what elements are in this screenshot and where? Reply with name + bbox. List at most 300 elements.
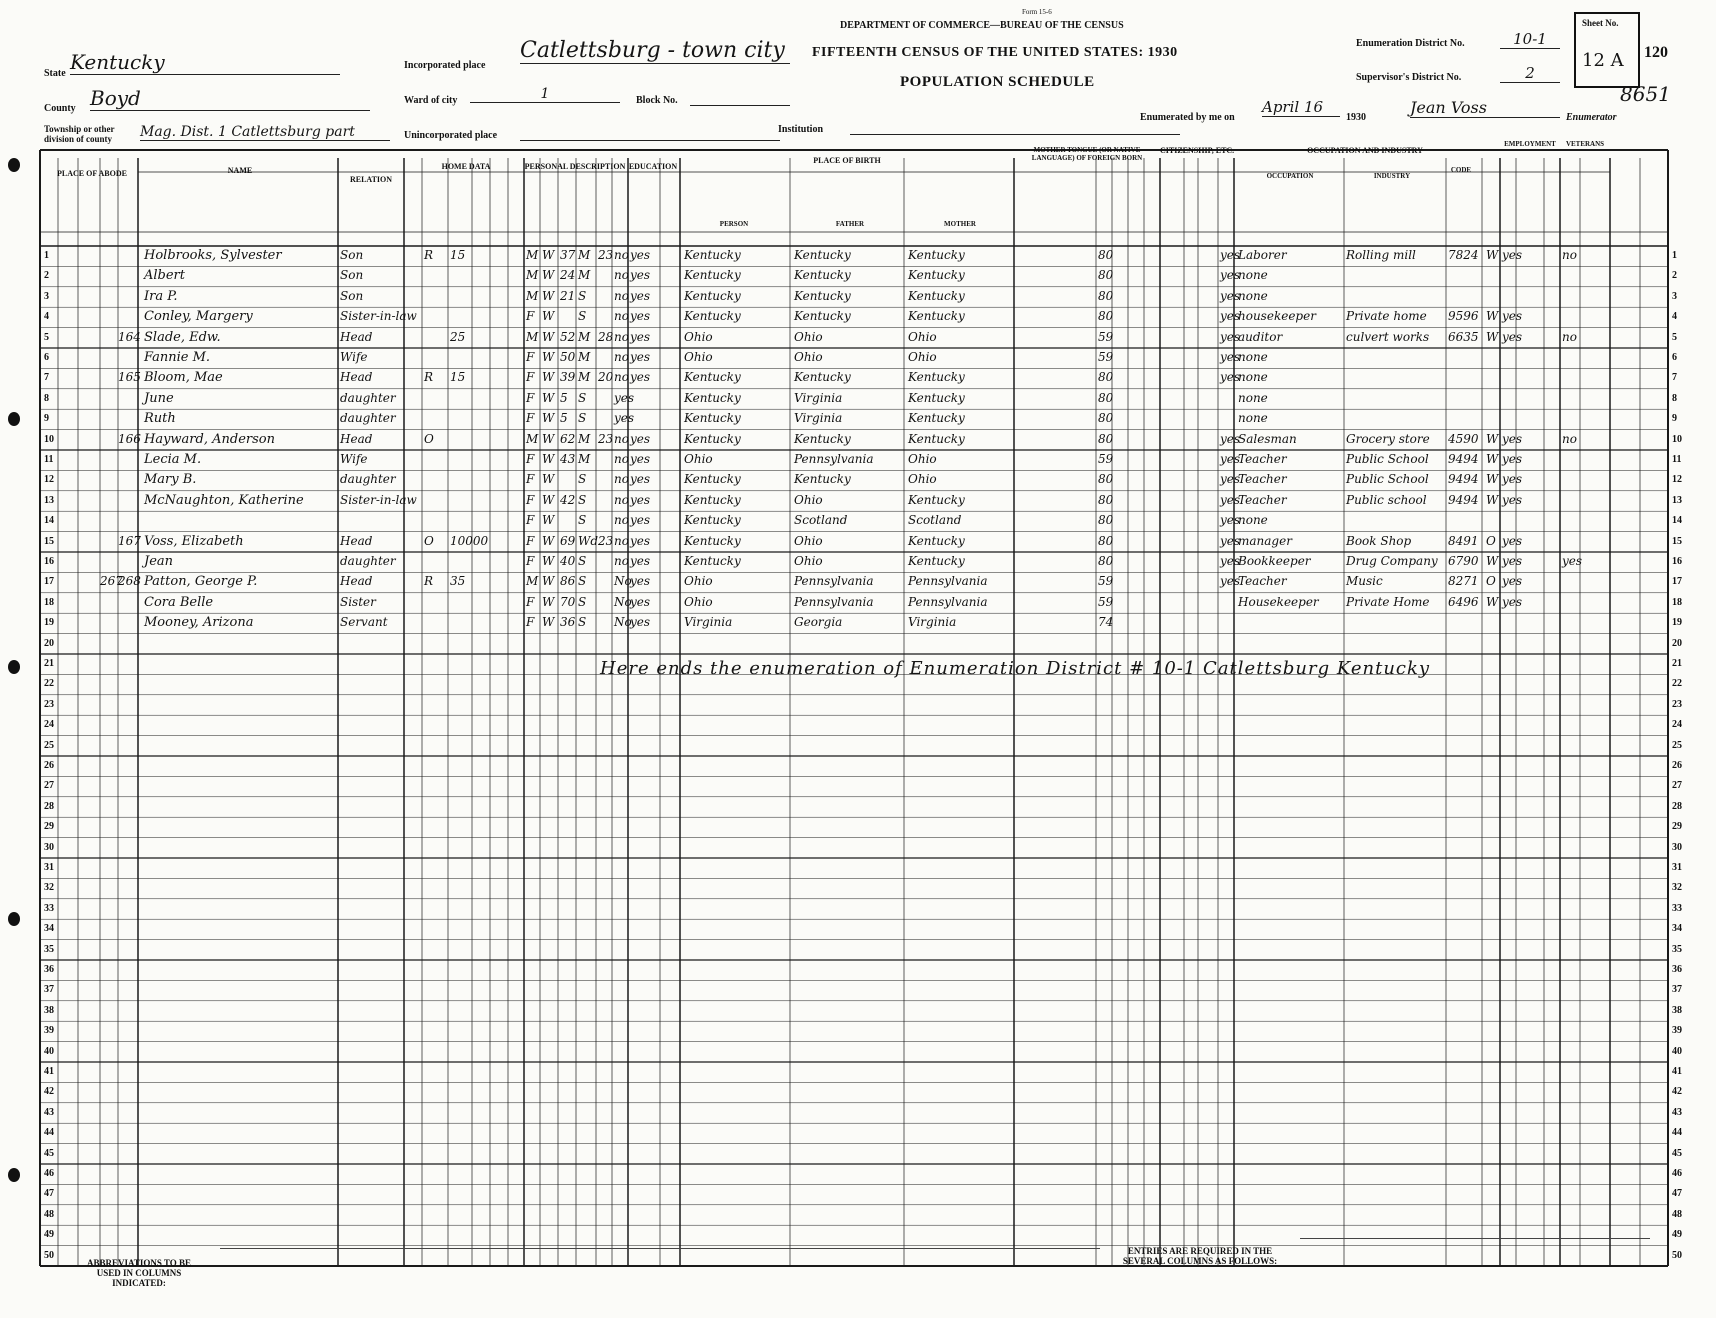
binder-hole — [8, 660, 20, 674]
cell-name: Cora Belle — [144, 594, 214, 610]
cell-read: yes — [630, 350, 651, 364]
cell-relation: daughter — [340, 411, 396, 426]
cell-sex: F — [526, 472, 535, 487]
cell-value: 25 — [450, 329, 466, 344]
cell-name: Slade, Edw. — [144, 329, 221, 345]
line-number-left: 49 — [44, 1229, 54, 1241]
line-number-right: 36 — [1672, 964, 1682, 975]
line-number-right: 19 — [1672, 617, 1682, 629]
cell-name: Albert — [144, 268, 185, 284]
cell-name: Lecia M. — [144, 452, 202, 467]
cell-work: yes — [1502, 574, 1523, 589]
enumerated-label: Enumerated by me on — [1140, 112, 1235, 123]
cell-bp-father: Kentucky — [794, 248, 851, 262]
header-education: EDUCATION — [628, 162, 678, 171]
supervisor-value: 2 — [1500, 64, 1560, 83]
cell-occupation: Bookkeeper — [1238, 554, 1311, 568]
cell-race: W — [542, 615, 555, 630]
cell-occupation: Teacher — [1238, 574, 1287, 589]
cell-marital: S — [578, 574, 587, 589]
cell-code: 74 — [1098, 615, 1114, 630]
cell-name: Bloom, Mae — [144, 370, 223, 386]
header-employment: EMPLOYMENT — [1504, 140, 1556, 148]
cell-sex: F — [526, 615, 535, 630]
header-mother-tongue: MOTHER TONGUE (OR NATIVE LANGUAGE) OF FOREIGN BORN — [1031, 146, 1143, 162]
cell-class: W — [1486, 554, 1499, 568]
cell-bp-father: Ohio — [794, 329, 823, 344]
cell-marital: Wd — [578, 533, 599, 548]
header-father: FATHER — [835, 220, 865, 228]
cell-class: W — [1486, 431, 1499, 446]
cell-marital: S — [578, 288, 587, 303]
cell-age: 39 — [560, 370, 576, 385]
line-number-left: 14 — [44, 515, 54, 527]
cell-bp-father: Kentucky — [794, 268, 851, 283]
cell-occupation: Teacher — [1238, 452, 1287, 466]
schedule-title: FIFTEENTH CENSUS OF THE UNITED STATES: 1930 — [812, 45, 1178, 60]
department-line: DEPARTMENT OF COMMERCE—BUREAU OF THE CENSUS — [840, 20, 1124, 31]
header-place-of-abode: PLACE OF ABODE — [57, 169, 127, 178]
line-number-left: 22 — [44, 678, 54, 690]
binder-hole — [8, 412, 20, 426]
line-number-right: 39 — [1672, 1025, 1682, 1037]
line-number-left: 12 — [44, 474, 54, 486]
line-number-right: 18 — [1672, 596, 1682, 608]
cell-read: yes — [630, 554, 651, 568]
cell-age: 69 — [560, 533, 576, 548]
cell-read: yes — [630, 370, 651, 385]
cell-industry: Rolling mill — [1346, 248, 1416, 262]
line-number-left: 10 — [44, 433, 54, 445]
line-number-right: 29 — [1672, 821, 1682, 833]
line-number-right: 6 — [1672, 352, 1677, 363]
cell-industry: Grocery store — [1346, 431, 1430, 446]
line-number-left: 32 — [44, 882, 54, 894]
cell-school: No — [614, 574, 632, 589]
line-number-right: 8 — [1672, 392, 1677, 404]
cell-race: W — [542, 533, 555, 548]
line-number-left: 6 — [44, 352, 49, 363]
line-number-left: 39 — [44, 1025, 54, 1037]
cell-school: no — [614, 309, 629, 324]
line-number-right: 47 — [1672, 1188, 1682, 1200]
cell-bp-mother: Scotland — [908, 513, 962, 528]
cell-marital: M — [578, 248, 591, 262]
line-number-left: 1 — [44, 250, 49, 261]
cell-value: 15 — [450, 248, 466, 262]
cell-code: 80 — [1098, 411, 1114, 426]
cell-occupation: manager — [1238, 533, 1292, 548]
cell-class: O — [1486, 533, 1496, 548]
cell-code: 80 — [1098, 309, 1114, 324]
cell-occ-code: 4590 — [1448, 431, 1479, 446]
cell-race: W — [542, 554, 555, 568]
line-number-right: 48 — [1672, 1208, 1682, 1220]
line-number-left: 38 — [44, 1004, 54, 1016]
institution-label: Institution — [778, 124, 824, 135]
line-number-right: 5 — [1672, 331, 1677, 343]
cell-relation: Head — [340, 370, 373, 385]
cell-relation: Son — [340, 288, 364, 303]
line-number-right: 42 — [1672, 1086, 1682, 1098]
line-number-right: 21 — [1672, 658, 1682, 669]
line-number-left: 17 — [44, 576, 54, 588]
cell-bp-mother: Kentucky — [908, 431, 965, 446]
cell-bp-father: Kentucky — [794, 288, 851, 303]
township-value: Mag. Dist. 1 Catlettsburg part — [140, 124, 390, 141]
line-number-right: 20 — [1672, 637, 1682, 649]
cell-vet: yes — [1562, 554, 1583, 568]
cell-bp-mother: Ohio — [908, 329, 937, 344]
line-number-left: 27 — [44, 780, 54, 792]
line-number-left: 25 — [44, 739, 54, 751]
cell-bp-father: Pennsylvania — [794, 452, 874, 466]
cell-sex: F — [526, 594, 535, 609]
cell-sex: F — [526, 554, 535, 568]
county-value: Boyd — [90, 86, 370, 111]
cell-occupation: Salesman — [1238, 431, 1297, 446]
line-number-right: 16 — [1672, 556, 1682, 567]
cell-industry: Book Shop — [1346, 533, 1412, 548]
cell-marital: S — [578, 513, 587, 528]
cell-school: No — [614, 615, 632, 630]
cell-read: yes — [630, 492, 651, 507]
cell-industry: Public School — [1346, 452, 1429, 466]
block-label: Block No. — [636, 95, 678, 106]
line-number-left: 41 — [44, 1066, 54, 1077]
line-number-left: 44 — [44, 1127, 54, 1139]
line-number-right: 44 — [1672, 1127, 1682, 1139]
line-number-right: 24 — [1672, 719, 1682, 731]
cell-age: 37 — [560, 248, 576, 262]
line-number-right: 1 — [1672, 250, 1677, 261]
cell-relation: daughter — [340, 390, 396, 405]
cell-bp-person: Ohio — [684, 594, 713, 609]
cell-bp-mother: Kentucky — [908, 288, 965, 303]
cell-race: W — [542, 329, 555, 344]
cell-relation: Sister — [340, 594, 376, 609]
enumerator-name: Jean Voss — [1410, 98, 1560, 118]
cell-relation: daughter — [340, 472, 396, 487]
cell-work: yes — [1502, 452, 1523, 466]
cell-age: 24 — [560, 268, 576, 283]
cell-school: No — [614, 594, 632, 609]
cell-read: yes — [630, 452, 651, 466]
line-number-left: 34 — [44, 923, 54, 935]
cell-code: 59 — [1098, 329, 1114, 344]
cell-occupation: none — [1238, 513, 1268, 528]
line-number-right: 2 — [1672, 270, 1677, 282]
line-number-left: 2 — [44, 270, 49, 282]
line-number-right: 37 — [1672, 984, 1682, 996]
cell-age: 36 — [560, 615, 576, 630]
cell-english: yes — [1220, 248, 1241, 262]
line-number-right: 49 — [1672, 1229, 1682, 1241]
line-number-left: 50 — [44, 1249, 54, 1261]
cell-read: yes — [630, 513, 651, 528]
cell-age-marr: 23 — [598, 431, 614, 446]
cell-code: 80 — [1098, 248, 1114, 262]
cell-read: yes — [630, 309, 651, 324]
cell-name: Mooney, Arizona — [144, 615, 254, 631]
cell-occupation: none — [1238, 350, 1268, 364]
line-number-left: 16 — [44, 556, 54, 567]
cell-relation: Son — [340, 248, 364, 262]
cell-relation: Wife — [340, 350, 368, 364]
binder-hole — [8, 912, 20, 926]
cell-age: 5 — [560, 411, 568, 426]
line-number-right: 35 — [1672, 943, 1682, 955]
header-place-of-birth: PLACE OF BIRTH — [813, 156, 881, 165]
cell-bp-person: Kentucky — [684, 492, 741, 507]
cell-race: W — [542, 350, 555, 364]
line-number-left: 24 — [44, 719, 54, 731]
cell-school: no — [614, 350, 629, 364]
cell-school: no — [614, 554, 629, 568]
cell-english: yes — [1220, 472, 1241, 487]
cell-code: 59 — [1098, 350, 1114, 364]
cell-occ-code: 9494 — [1448, 452, 1479, 466]
cell-read: yes — [630, 574, 651, 589]
line-number-left: 45 — [44, 1147, 54, 1159]
binder-hole — [8, 1168, 20, 1182]
line-number-right: 4 — [1672, 311, 1677, 323]
cell-name: Holbrooks, Sylvester — [144, 248, 282, 263]
cell-code: 59 — [1098, 574, 1114, 589]
cell-code: 80 — [1098, 288, 1114, 303]
cell-code: 80 — [1098, 268, 1114, 283]
cell-bp-mother: Kentucky — [908, 248, 965, 262]
ward-value: 1 — [470, 86, 620, 103]
cell-english: yes — [1220, 350, 1241, 364]
cell-race: W — [542, 268, 555, 283]
cell-age-marr: 20 — [598, 370, 614, 385]
cell-work: yes — [1502, 248, 1523, 262]
cell-name: Mary B. — [144, 472, 197, 488]
cell-marital: M — [578, 268, 591, 283]
cell-sex: M — [526, 329, 539, 344]
cell-occ-code: 6790 — [1448, 554, 1479, 568]
enum-district-label: Enumeration District No. — [1356, 38, 1465, 49]
line-number-left: 46 — [44, 1168, 54, 1179]
line-number-left: 37 — [44, 984, 54, 996]
cell-family: 268 — [118, 574, 141, 589]
cell-occ-code: 7824 — [1448, 248, 1479, 262]
cell-school: no — [614, 268, 629, 283]
cell-bp-person: Ohio — [684, 574, 713, 589]
cell-school: no — [614, 370, 629, 385]
township-label: Township or other division of county — [44, 124, 115, 144]
cell-bp-father: Ohio — [794, 492, 823, 507]
line-number-left: 23 — [44, 698, 54, 710]
cell-school: yes — [614, 411, 635, 426]
cell-marital: S — [578, 594, 587, 609]
line-number-left: 7 — [44, 372, 49, 384]
header-occupation-industry: OCCUPATION AND INDUSTRY — [1307, 146, 1423, 155]
cell-sex: F — [526, 390, 535, 405]
cell-age: 5 — [560, 390, 568, 405]
line-number-right: 22 — [1672, 678, 1682, 690]
cell-bp-father: Pennsylvania — [794, 594, 874, 609]
cell-sex: M — [526, 431, 539, 446]
cell-name: McNaughton, Katherine — [144, 492, 304, 508]
cell-age: 52 — [560, 329, 576, 344]
cell-marital: M — [578, 452, 591, 466]
cell-vet: no — [1562, 431, 1577, 446]
cell-industry: Private home — [1346, 309, 1427, 324]
header-citizenship: CITIZENSHIP, ETC. — [1160, 146, 1235, 155]
cell-own: O — [424, 431, 434, 446]
cell-race: W — [542, 574, 555, 589]
line-number-left: 20 — [44, 637, 54, 649]
cell-school: no — [614, 452, 629, 466]
cell-occupation: Laborer — [1238, 248, 1287, 262]
cell-marital: S — [578, 554, 587, 568]
line-number-right: 26 — [1672, 760, 1682, 771]
cell-sex: F — [526, 452, 535, 466]
line-number-left: 29 — [44, 821, 54, 833]
cell-school: no — [614, 513, 629, 528]
cell-marital: M — [578, 370, 591, 385]
cell-occupation: none — [1238, 268, 1268, 283]
cell-occ-code: 6635 — [1448, 329, 1479, 344]
cell-bp-person: Kentucky — [684, 431, 741, 446]
cell-code: 59 — [1098, 594, 1114, 609]
cell-name: June — [144, 390, 174, 406]
cell-read: yes — [630, 268, 651, 283]
cell-sex: M — [526, 288, 539, 303]
cell-class: W — [1486, 329, 1499, 344]
header-personal-description: PERSONAL DESCRIPTION — [524, 162, 626, 171]
cell-occupation: Teacher — [1238, 492, 1287, 507]
cell-value: 15 — [450, 370, 466, 385]
enumerator-label: Enumerator — [1566, 112, 1617, 123]
cell-english: yes — [1220, 574, 1241, 589]
cell-bp-father: Kentucky — [794, 370, 851, 385]
footer-instructions-right — [1300, 1238, 1650, 1293]
cell-code: 80 — [1098, 370, 1114, 385]
line-number-right: 46 — [1672, 1168, 1682, 1179]
cell-read: yes — [630, 248, 651, 262]
line-number-left: 15 — [44, 535, 54, 547]
line-number-left: 30 — [44, 841, 54, 853]
cell-bp-father: Ohio — [794, 350, 823, 364]
cell-read: yes — [630, 431, 651, 446]
line-number-right: 43 — [1672, 1106, 1682, 1118]
cell-occupation: Teacher — [1238, 472, 1287, 487]
cell-dwelling: 267 — [100, 574, 123, 589]
enumerated-date: April 16 — [1262, 98, 1340, 117]
cell-english: yes — [1220, 452, 1241, 466]
cell-relation: Sister-in-law — [340, 492, 417, 507]
header-home-data: HOME DATA — [441, 162, 491, 171]
enum-district-value: 10-1 — [1500, 30, 1560, 49]
cell-name: Hayward, Anderson — [144, 431, 275, 447]
cell-english: yes — [1220, 513, 1241, 528]
line-number-right: 33 — [1672, 902, 1682, 914]
cell-occupation: none — [1238, 390, 1268, 405]
cell-class: W — [1486, 309, 1499, 324]
cell-sex: F — [526, 533, 535, 548]
cell-read: yes — [630, 472, 651, 487]
cell-bp-mother: Pennsylvania — [908, 574, 988, 589]
cell-own: R — [424, 370, 434, 385]
cell-marital: S — [578, 390, 587, 405]
header-occupation: OCCUPATION — [1266, 172, 1314, 180]
cell-name: Ruth — [144, 411, 176, 427]
cell-school: no — [614, 248, 629, 262]
cell-sex: F — [526, 309, 535, 324]
cell-occupation: housekeeper — [1238, 309, 1316, 324]
state-value: Kentucky — [70, 50, 340, 75]
cell-school: no — [614, 533, 629, 548]
line-number-right: 12 — [1672, 474, 1682, 486]
cell-school: no — [614, 472, 629, 487]
cell-school: yes — [614, 390, 635, 405]
cell-industry: Music — [1346, 574, 1383, 589]
cell-bp-father: Pennsylvania — [794, 574, 874, 589]
cell-bp-mother: Kentucky — [908, 533, 965, 548]
cell-occ-code: 8271 — [1448, 574, 1479, 589]
cell-industry: Public School — [1346, 472, 1429, 487]
cell-read: yes — [630, 615, 651, 630]
cell-race: W — [542, 452, 555, 466]
line-number-left: 26 — [44, 760, 54, 771]
cell-bp-person: Kentucky — [684, 248, 741, 262]
line-number-right: 41 — [1672, 1066, 1682, 1077]
cell-name: Conley, Margery — [144, 309, 253, 325]
cell-sex: F — [526, 411, 535, 426]
line-number-right: 23 — [1672, 698, 1682, 710]
cell-occupation: none — [1238, 411, 1268, 426]
cell-family: 165 — [118, 370, 141, 385]
cell-bp-person: Kentucky — [684, 370, 741, 385]
header-industry: INDUSTRY — [1373, 172, 1411, 180]
cell-relation: daughter — [340, 554, 396, 568]
cell-industry: culvert works — [1346, 329, 1430, 344]
cell-bp-mother: Ohio — [908, 472, 937, 487]
cell-age-marr: 23 — [598, 533, 614, 548]
cell-own: R — [424, 248, 434, 262]
cell-race: W — [542, 472, 555, 487]
cell-bp-person: Kentucky — [684, 309, 741, 324]
cell-age: 40 — [560, 554, 576, 568]
cell-bp-mother: Virginia — [908, 615, 957, 630]
line-number-right: 7 — [1672, 372, 1677, 384]
cell-race: W — [542, 492, 555, 507]
supervisor-label: Supervisor's District No. — [1356, 72, 1462, 83]
cell-code: 80 — [1098, 513, 1114, 528]
line-number-right: 31 — [1672, 862, 1682, 873]
cell-relation: Head — [340, 431, 373, 446]
cell-bp-person: Ohio — [684, 452, 713, 466]
cell-code: 59 — [1098, 452, 1114, 466]
cell-bp-mother: Ohio — [908, 452, 937, 466]
line-number-right: 45 — [1672, 1147, 1682, 1159]
binder-hole — [8, 158, 20, 172]
corner-number: 8651 — [1620, 82, 1671, 106]
cell-bp-father: Kentucky — [794, 431, 851, 446]
cell-read: yes — [630, 594, 651, 609]
unincorporated-label: Unincorporated place — [404, 130, 498, 141]
cell-english: yes — [1220, 492, 1241, 507]
form-number: Form 15-6 — [1022, 8, 1052, 16]
cell-english: yes — [1220, 288, 1241, 303]
cell-occ-code: 9494 — [1448, 472, 1479, 487]
cell-bp-mother: Ohio — [908, 350, 937, 364]
cell-sex: F — [526, 513, 535, 528]
cell-english: yes — [1220, 554, 1241, 568]
